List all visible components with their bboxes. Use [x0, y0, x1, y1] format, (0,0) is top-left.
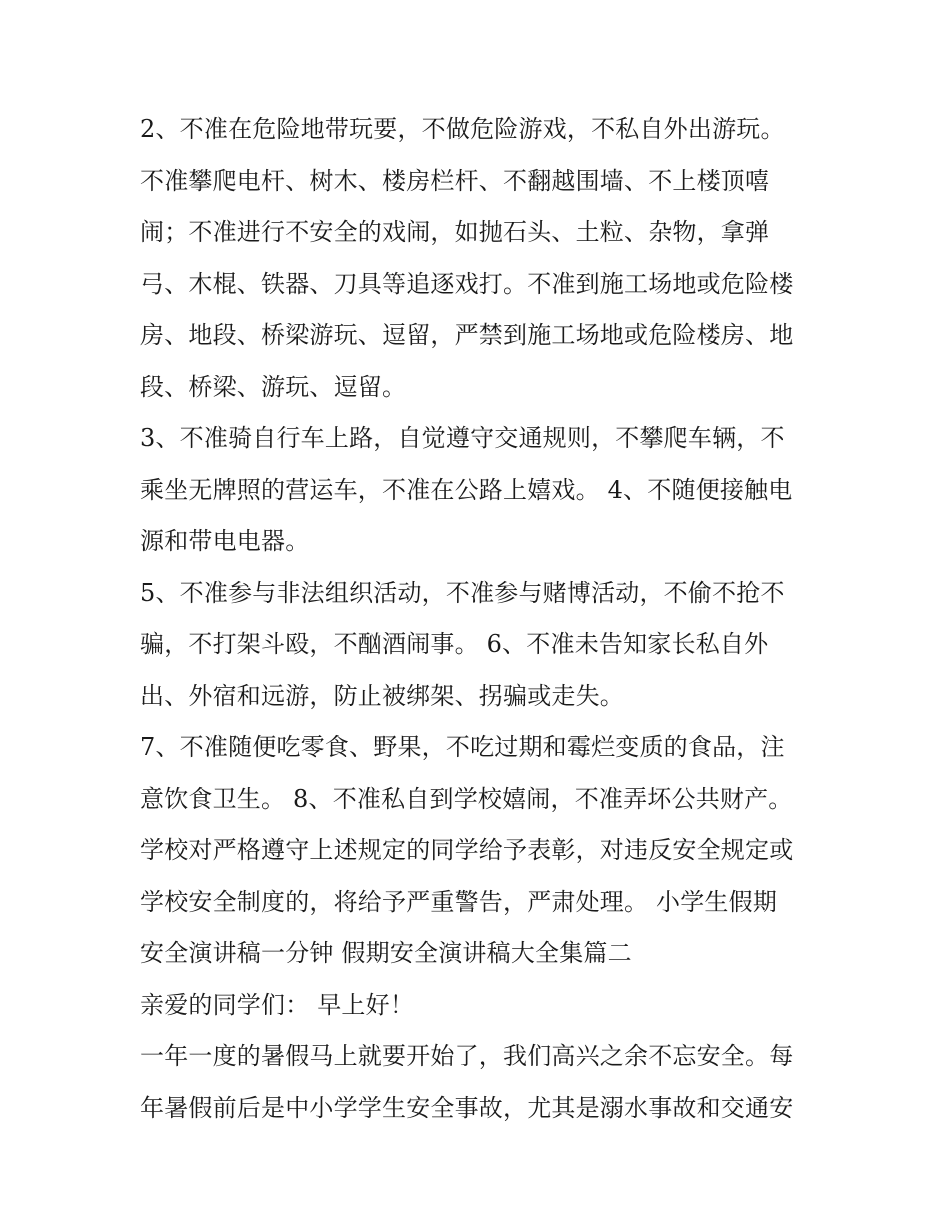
- text-line: 源和带电电器。: [140, 527, 310, 555]
- text-line: 闹；不准进行不安全的戏闹，如抛石头、土粒、杂物，拿弹: [140, 218, 770, 246]
- text-line: 骗，不打架斗殴，不酗酒闹事。 6、不准未告知家长私自外: [140, 630, 769, 658]
- text-line: 安全演讲稿一分钟 假期安全演讲稿大全集篇二: [140, 939, 632, 967]
- text-line: 房、地段、桥梁游玩、逗留，严禁到施工场地或危险楼房、地: [140, 321, 794, 349]
- text-line: 段、桥梁、游玩、逗留。: [140, 372, 407, 401]
- text-line: 学校对严格遵守上述规定的同学给予表彰，对违反安全规定或: [140, 836, 794, 864]
- text-line: 弓、木棍、铁器、刀具等追逐戏打。不准到施工场地或危险楼: [140, 269, 794, 298]
- text-line: 5、不准参与非法组织活动，不准参与赌博活动，不偷不抢不: [140, 578, 785, 607]
- text-line: 亲爱的同学们： 早上好！: [140, 990, 415, 1019]
- text-line: 意饮食卫生。 8、不准私自到学校嬉闹，不准弄坏公共财产。: [140, 784, 793, 813]
- text-line: 2、不准在危险地带玩要，不做危险游戏，不私自外出游玩。: [140, 115, 785, 143]
- text-line: 3、不准骑自行车上路，自觉遵守交通规则，不攀爬车辆，不: [140, 424, 785, 452]
- text-line: 不准攀爬电杆、树木、楼房栏杆、不翻越围墙、不上楼顶嘻: [140, 166, 770, 195]
- text-line: 一年一度的暑假马上就要开始了，我们高兴之余不忘安全。每: [140, 1042, 794, 1070]
- document-body: [140, 104, 830, 1134]
- text-line: 乘坐无牌照的营运车，不准在公路上嬉戏。 4、不随便接触电: [140, 475, 793, 504]
- text-line: 学校安全制度的，将给予严重警告，严肃处理。 小学生假期: [140, 887, 778, 916]
- text-line: 7、不准随便吃零食、野果，不吃过期和霉烂变质的食品，注: [140, 733, 785, 761]
- text-line: 出、外宿和远游，防止被绑架、拐骗或走失。: [140, 681, 624, 710]
- text-line: 年暑假前后是中小学学生安全事故，尤其是溺水事故和交通安: [140, 1093, 794, 1122]
